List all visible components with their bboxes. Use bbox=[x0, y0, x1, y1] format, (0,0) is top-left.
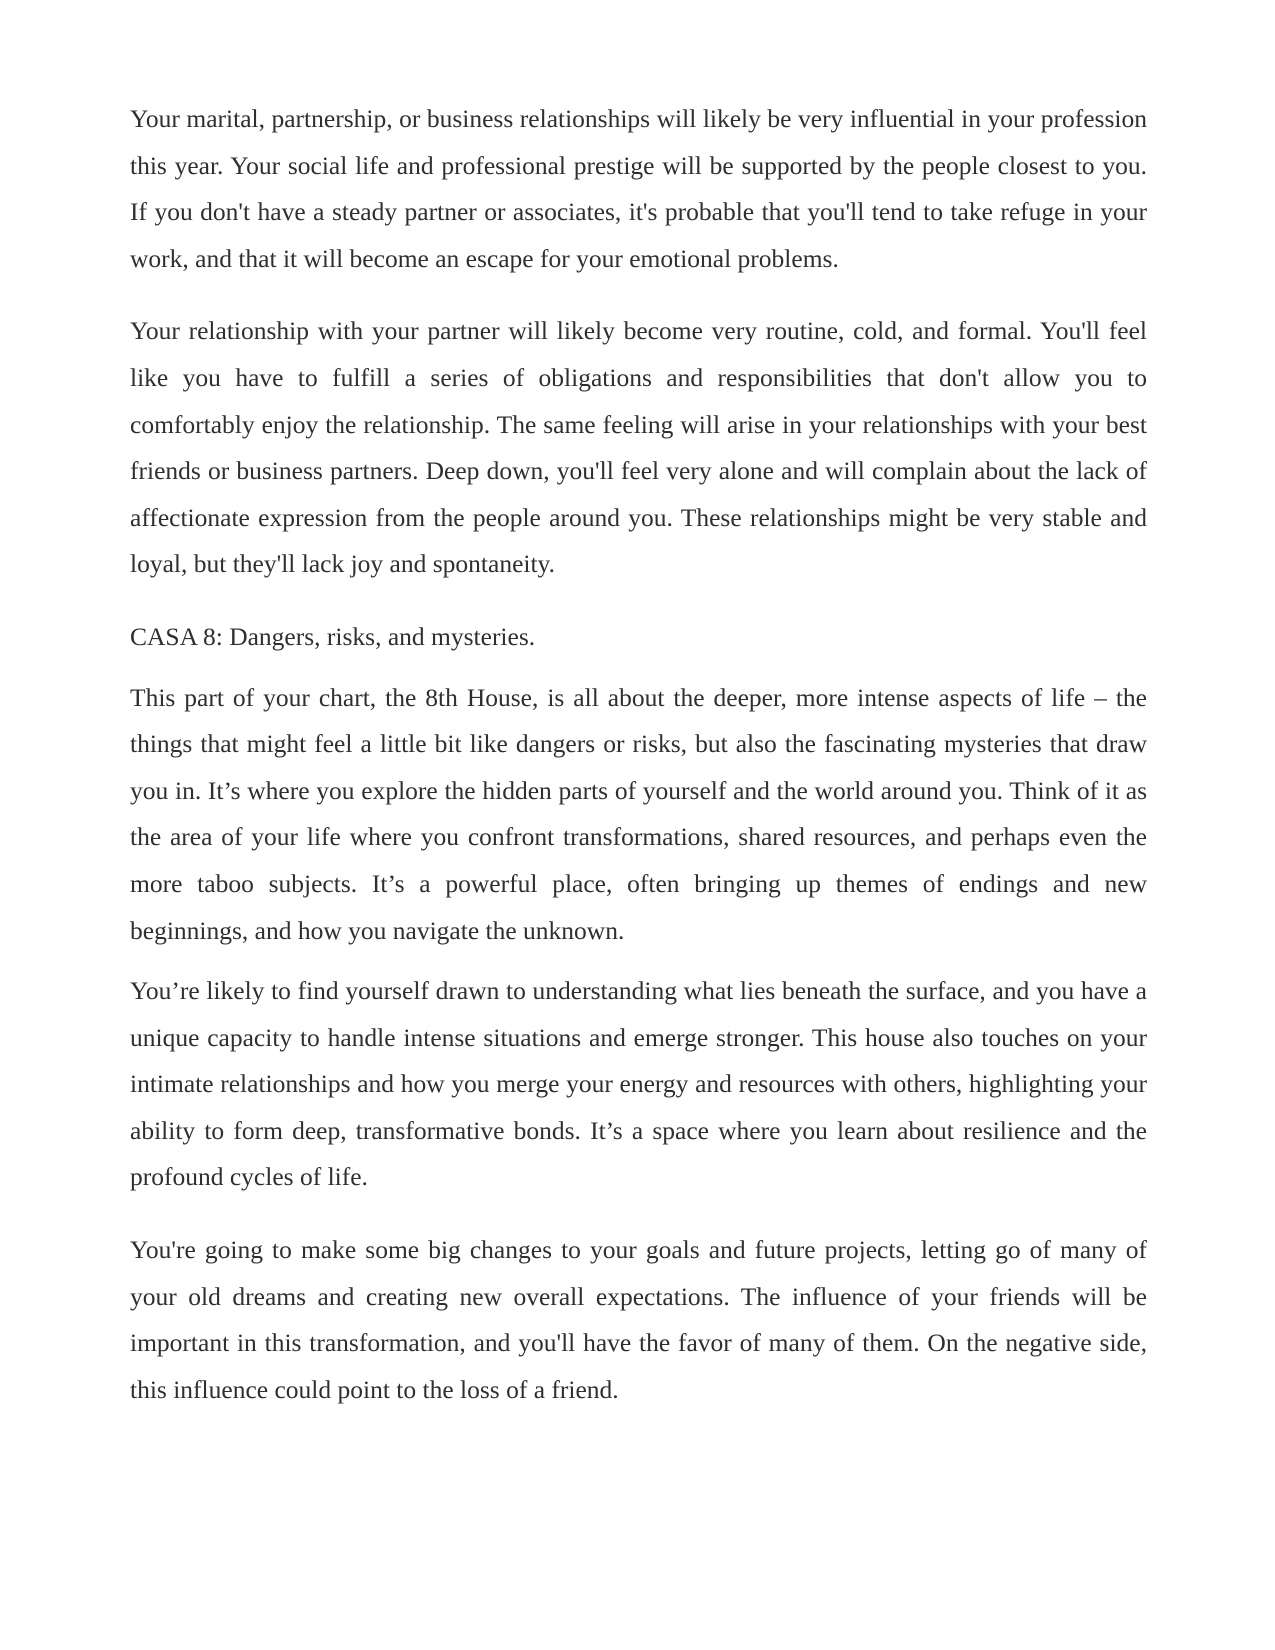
paragraph-8th-house-intro: This part of your chart, the 8th House, is all about the deeper, more intense aspects of life – the things that might feel a little bit like dangers or risks, but also the fascinating mysteries that draw you in. It’s where you explore the hidden parts of yourself and the world around you. Think of it as the area of your life where you confront transformations, shared resources, and perhaps even the more taboo subjects. It’s a powerful place, often bringing up themes of endings and new beginnings, and how you navigate the unknown. bbox=[130, 682, 1147, 945]
paragraph-goals-changes: You're going to make some big changes to your goals and future projects, letting go of many of your old dreams and creating new overall expectations. The influence of your friends will be important in this transformation, and you'll have the favor of many of them. On the negative side, this influence could point to the loss of a friend. bbox=[130, 1235, 1147, 1404]
document-page bbox=[130, 96, 1147, 1439]
paragraph-8th-house-depth: You’re likely to find yourself drawn to understanding what lies beneath the surface, and you have a unique capacity to handle intense situations and emerge stronger. This house also touches on your intimate relationships and how you merge your energy and resources with others, highlighting your ability to form deep, transformative bonds. It’s a space where you learn about resilience and the profound cycles of life. bbox=[130, 976, 1147, 1192]
section-heading-casa-8: CASA 8: Dangers, risks, and mysteries. bbox=[130, 621, 536, 651]
paragraph-partnership-influence: Your marital, partnership, or business relationships will likely be very influential in your profession this year. Your social life and professional prestige will be supported by the people closest to you. If you don't have a steady partner or associates, it's probable that you'll tend to take refuge in your work, and that it will become an escape for your emotional problems. bbox=[130, 104, 1147, 273]
paragraph-partner-routine: Your relationship with your partner will likely become very routine, cold, and formal. You'll feel like you have to fulfill a series of obligations and responsibilities that don't allow you to comfortably enjoy the relationship. The same feeling will arise in your relationships with your best friends or business partners. Deep down, you'll feel very alone and will complain about the lack of affectionate expression from the people around you. These relationships might be very stable and loyal, but they'll lack joy and spontaneity. bbox=[130, 316, 1147, 579]
